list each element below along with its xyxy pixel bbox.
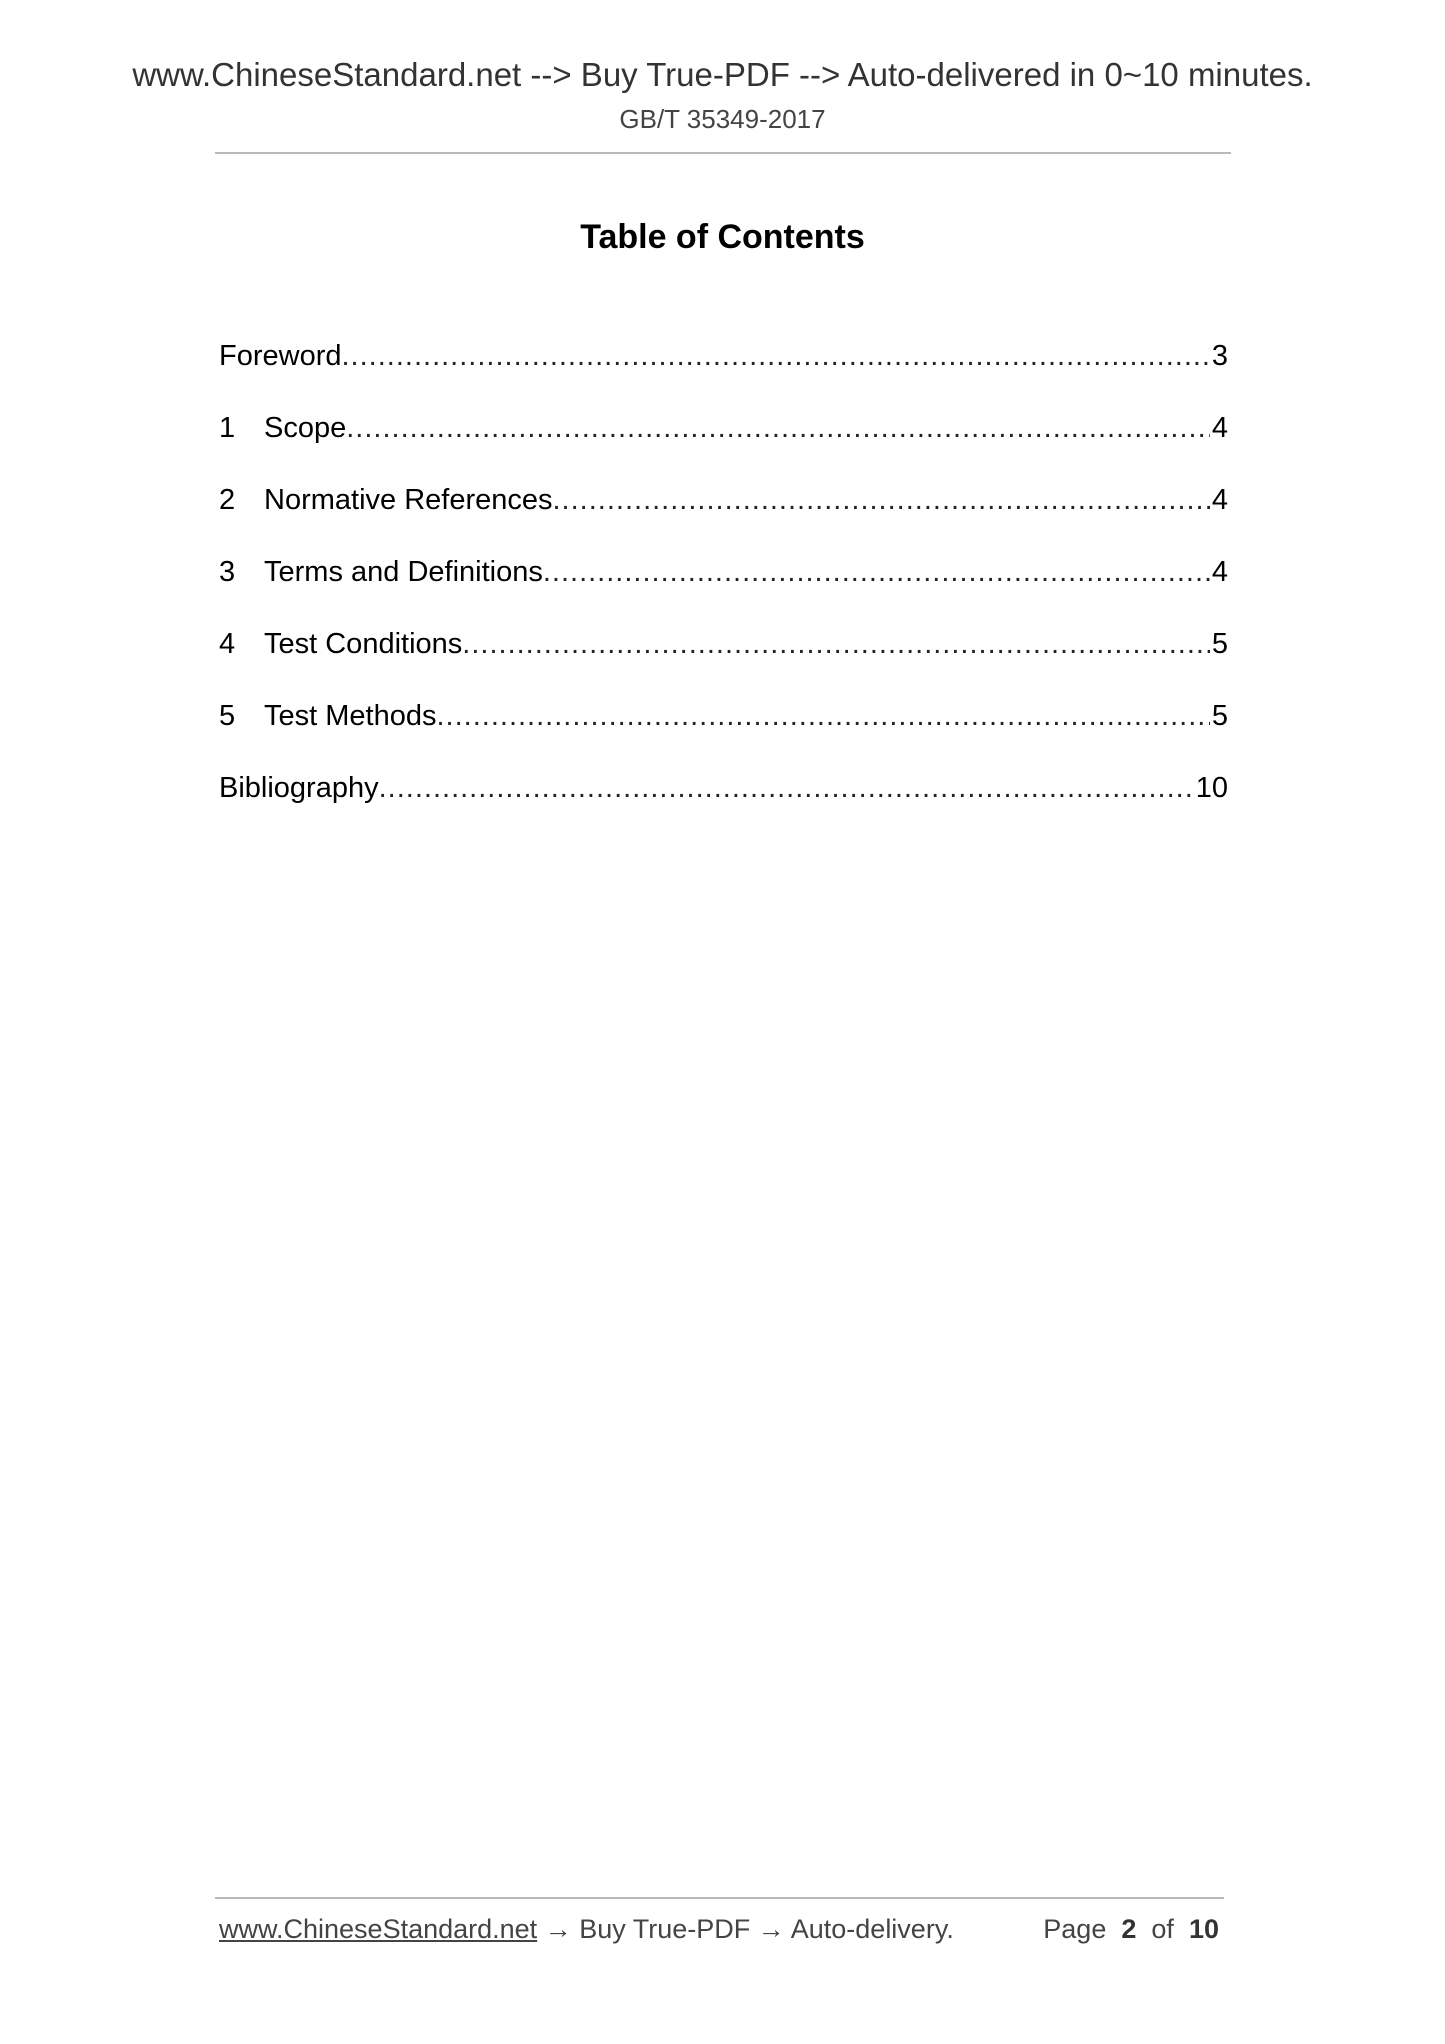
- toc-entry-number: 3: [219, 556, 236, 588]
- header-banner: www.ChineseStandard.net --> Buy True-PDF --> Auto-delivered in 0~10 minutes.: [132, 56, 1313, 93]
- page-total: 10: [1188, 1914, 1219, 1944]
- toc-entry-page: 4: [1211, 412, 1228, 444]
- toc-title: Table of Contents: [580, 218, 865, 256]
- toc-entry-test-methods[interactable]: [219, 696, 1228, 768]
- toc-list: [219, 336, 1228, 840]
- toc-entry-terms-and-definitions[interactable]: [219, 552, 1228, 624]
- toc-entry-page: 5: [1211, 628, 1228, 660]
- toc-entry-page: 3: [1211, 340, 1228, 372]
- footer-site-link[interactable]: www.ChineseStandard.net: [219, 1914, 538, 1944]
- toc-dot-leader: [342, 336, 1210, 376]
- toc-entry-test-conditions[interactable]: [219, 624, 1228, 696]
- toc-dot-leader: [436, 696, 1209, 736]
- toc-entry-normative-references[interactable]: [219, 480, 1228, 552]
- footer-tagline: → Buy True-PDF → Auto-delivery.: [537, 1914, 954, 1944]
- of-word: of: [1151, 1914, 1174, 1944]
- toc-entry-label: Normative References: [264, 484, 553, 516]
- standard-code: GB/T 35349-2017: [619, 104, 826, 134]
- toc-entry-label: Foreword: [219, 340, 342, 372]
- toc-dot-leader: [346, 408, 1210, 448]
- toc-entry-number: 5: [219, 700, 236, 732]
- header-divider: [215, 152, 1231, 154]
- toc-dot-leader: [379, 768, 1194, 808]
- toc-entry-page: 4: [1211, 556, 1228, 588]
- page-number: [1043, 1914, 1219, 1945]
- toc-dot-leader: [553, 480, 1210, 520]
- toc-entry-page: 5: [1211, 700, 1228, 732]
- toc-entry-label: Test Conditions: [264, 628, 463, 660]
- footer-tagline-group: [219, 1914, 954, 1945]
- footer-divider: [215, 1897, 1224, 1899]
- toc-entry-page: 4: [1211, 484, 1228, 516]
- toc-entry-page: 10: [1195, 772, 1228, 804]
- toc-dot-leader: [543, 552, 1210, 592]
- toc-entry-bibliography[interactable]: [219, 768, 1228, 840]
- toc-entry-number: 4: [219, 628, 236, 660]
- toc-entry-number: 2: [219, 484, 236, 516]
- toc-entry-label: Bibliography: [219, 772, 379, 804]
- toc-entry-label: Scope: [264, 412, 347, 444]
- toc-entry-label: Terms and Definitions: [264, 556, 543, 588]
- toc-entry-foreword[interactable]: [219, 336, 1228, 408]
- toc-entry-label: Test Methods: [264, 700, 437, 732]
- toc-dot-leader: [462, 624, 1210, 664]
- page-current: 2: [1121, 1914, 1137, 1944]
- toc-entry-scope[interactable]: [219, 408, 1228, 480]
- toc-entry-number: 1: [219, 412, 236, 444]
- page-word: Page: [1043, 1914, 1107, 1944]
